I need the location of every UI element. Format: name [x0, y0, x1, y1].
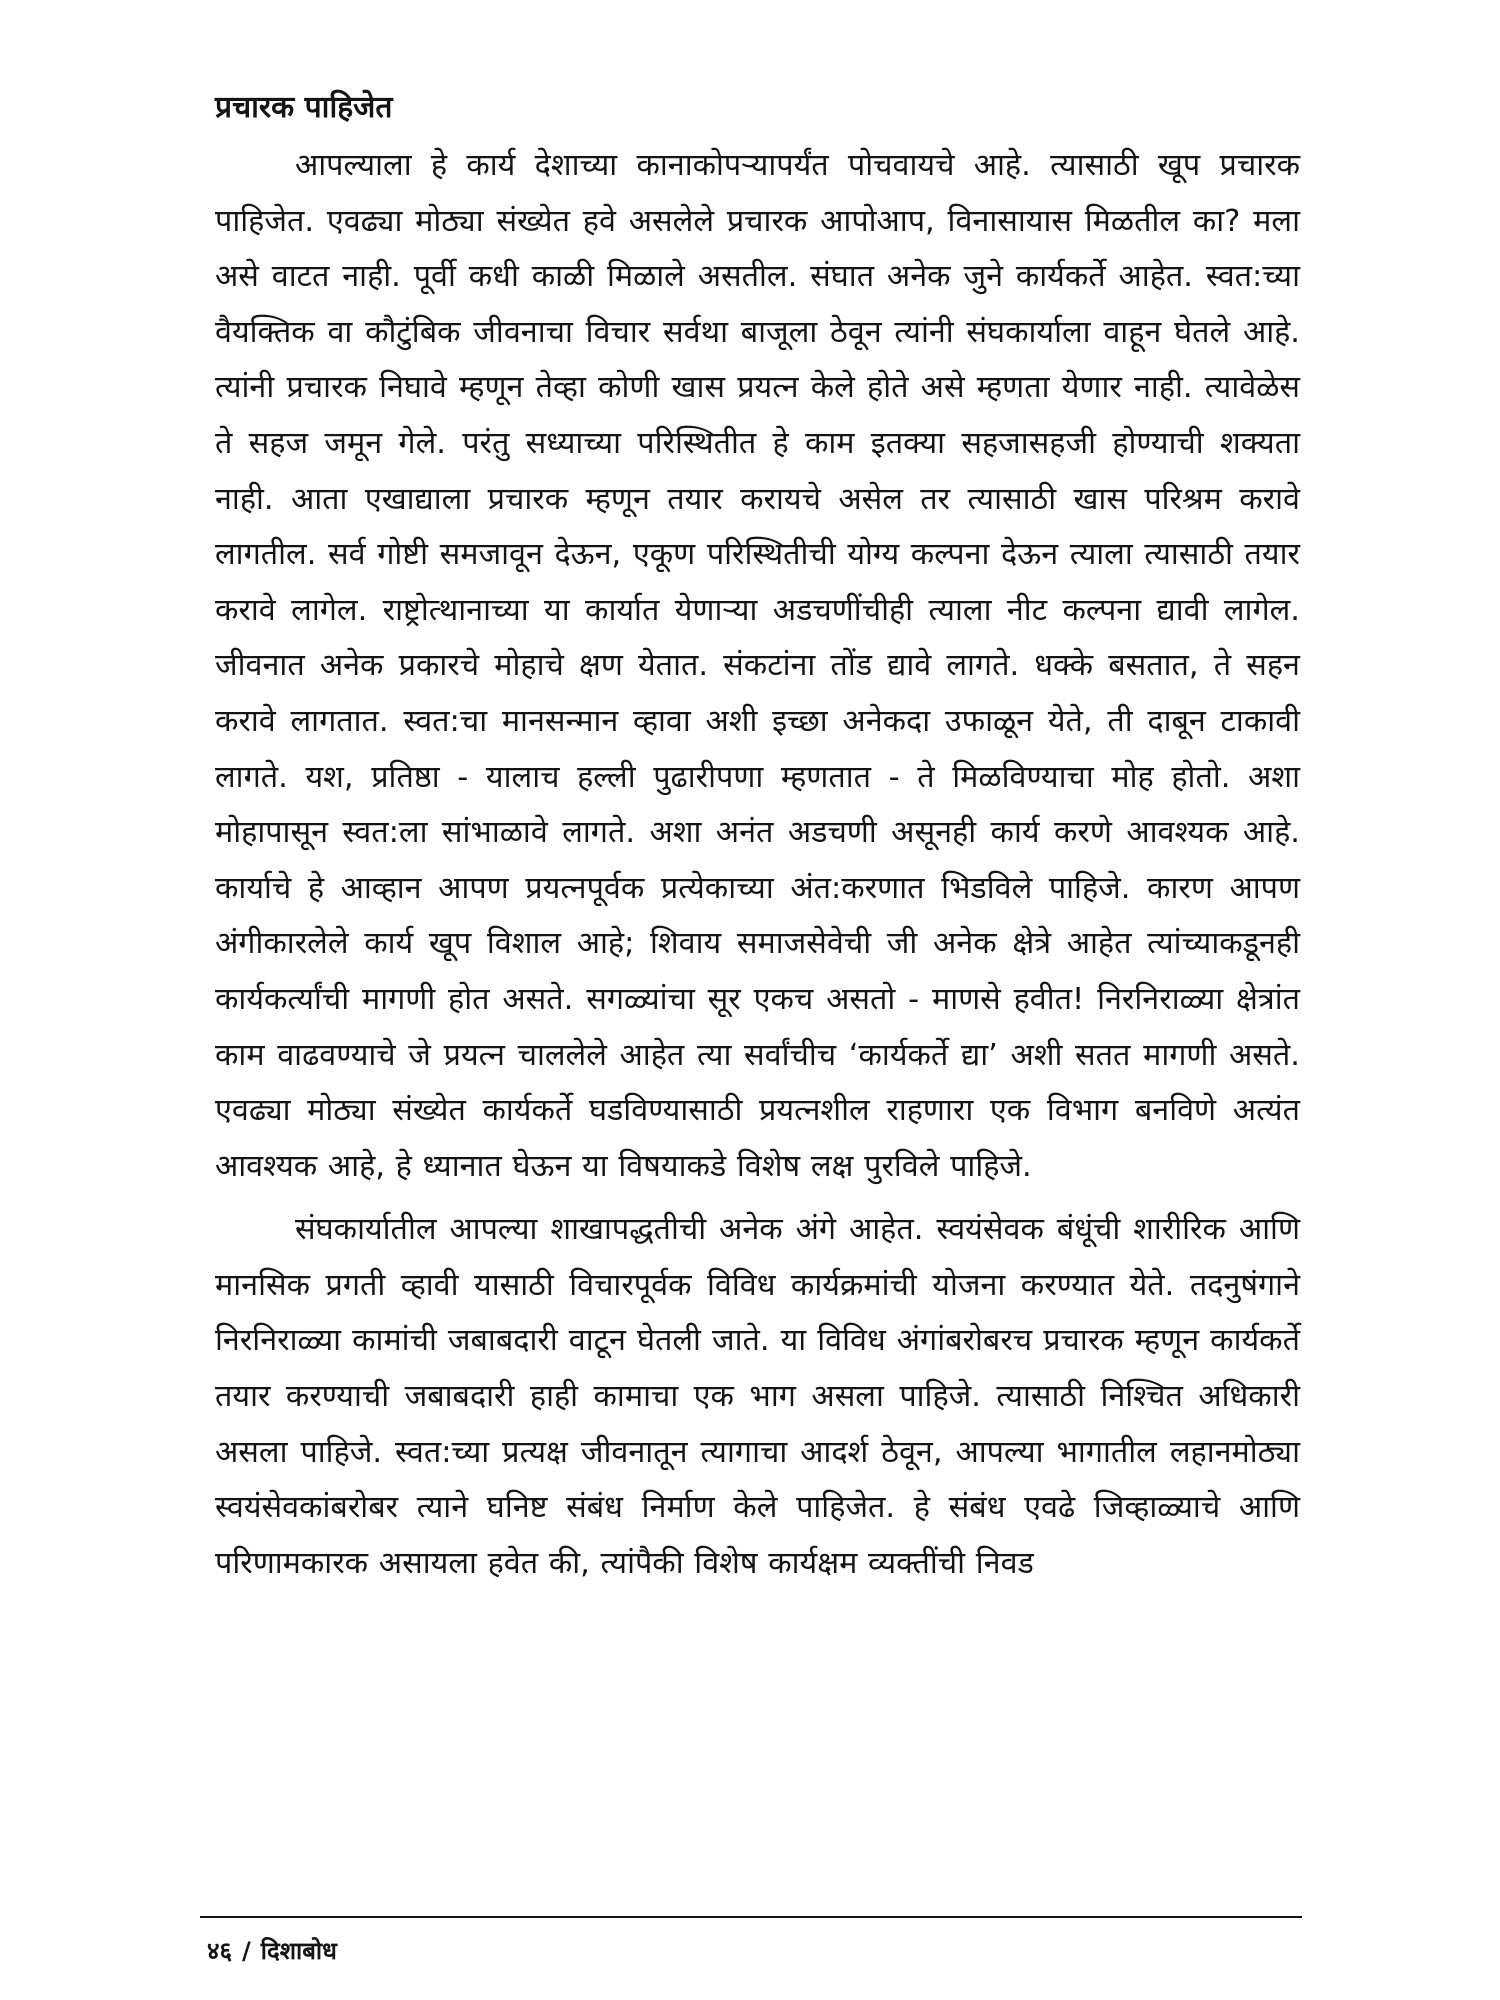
- footer-rule: [200, 1916, 1302, 1918]
- paragraph: संघकार्यातील आपल्या शाखापद्धतीची अनेक अंगे आहेत. स्वयंसेवक बंधूंची शारीरिक आणि मानसिक प्रगती व्हावी यासाठी विचारपूर्वक विविध कार्यक्रमांची योजना करण्यात येते. तदनुषंगाने निरनिराळ्या कामांची जबाबदारी वाटून घेतली जाते. या विविध अंगांबरोबरच प्रचारक म्हणून कार्यकर्ते तयार करण्याची जबाबदारी हाही कामाचा एक भाग असला पाहिजे. त्यासाठी निश्चित अधिकारी असला पाहिजे. स्वत:च्या प्रत्यक्ष जीवनातून त्यागाचा आदर्श ठेवून, आपल्या भागातील लहानमोठ्या स्वयंसेवकांबरोबर त्याने घनिष्ट संबंध निर्माण केले पाहिजेत. हे संबंध एवढे जिव्हाळ्याचे आणि परिणामकारक असायला हवेत की, त्यांपैकी विशेष कार्यक्षम व्यक्तींची निवड: [215, 1212, 1300, 1581]
- book-title: दिशाबोध: [260, 1937, 337, 1965]
- section-heading: प्रचारक पाहिजेत: [215, 90, 393, 125]
- paragraph: आपल्याला हे कार्य देशाच्या कानाकोपऱ्यापर्यंत पोचवायचे आहे. त्यासाठी खूप प्रचारक पाहिजेत. एवढ्या मोठ्या संख्येत हवे असलेले प्रचारक आपोआप, विनासायास मिळतील का? मला असे वाटत नाही. पूर्वी कधी काळी मिळाले असतील. संघात अनेक जुने कार्यकर्ते आहेत. स्वत:च्या वैयक्तिक वा कौटुंबिक जीवनाचा विचार सर्वथा बाजूला ठेवून त्यांनी संघकार्याला वाहून घेतले आहे. त्यांनी प्रचारक निघावे म्हणून तेव्हा कोणी खास प्रयत्न केले होते असे म्हणता येणार नाही. त्यावेळेस ते सहज जमून गेले. परंतु सध्याच्या परिस्थितीत हे काम इतक्या सहजासहजी होण्याची शक्यता नाही. आता एखाद्याला प्रचारक म्हणून तयार करायचे असेल तर त्यासाठी खास परिश्रम करावे लागतील. सर्व गोष्टी समजावून देऊन, एकूण परिस्थितीची योग्य कल्पना देऊन त्याला त्यासाठी तयार करावे लागेल. राष्ट्रोत्थानाच्या या कार्यात येणाऱ्या अडचणींचीही त्याला नीट कल्पना द्यावी लागेल. जीवनात अनेक प्रकारचे मोहाचे क्षण येतात. संकटांना तोंड द्यावे लागते. धक्के बसतात, ते सहन करावे लागतात. स्वत:चा मानसन्मान व्हावा अशी इच्छा अनेकदा उफाळून येते, ती दाबून टाकावी लागते. यश, प्रतिष्ठा - यालाच हल्ली पुढारीपणा म्हणतात - ते मिळविण्याचा मोह होतो. अशा मोहापासून स्वत:ला सांभाळावे लागते. अशा अनंत अडचणी असूनही कार्य करणे आवश्यक आहे. कार्याचे हे आव्हान आपण प्रयत्नपूर्वक प्रत्येकाच्या अंत:करणात भिडविले पाहिजे. कारण आपण अंगीकारलेले कार्य खूप विशाल आहे; शिवाय समाजसेवेची जी अनेक क्षेत्रे आहेत त्यांच्याकडूनही कार्यकर्त्यांची मागणी होत असते. सगळ्यांचा सूर एकच असतो - माणसे हवीत! निरनिराळ्या क्षेत्रांत काम वाढवण्याचे जे प्रयत्न चाललेले आहेत त्या सर्वांचीच ‘कार्यकर्ते द्या’ अशी सतत मागणी असते. एवढ्या मोठ्या संख्येत कार्यकर्ते घडविण्यासाठी प्रयत्नशील राहणारा एक विभाग बनविणे अत्यंत आवश्यक आहे, हे ध्यानात घेऊन या विषयाकडे विशेष लक्ष पुरविले पाहिजे.: [215, 148, 1300, 1184]
- footer-separator: /: [241, 1937, 251, 1965]
- body-text: [215, 138, 1300, 1591]
- page-footer: [207, 1934, 337, 1968]
- page-number: ४६: [207, 1937, 232, 1965]
